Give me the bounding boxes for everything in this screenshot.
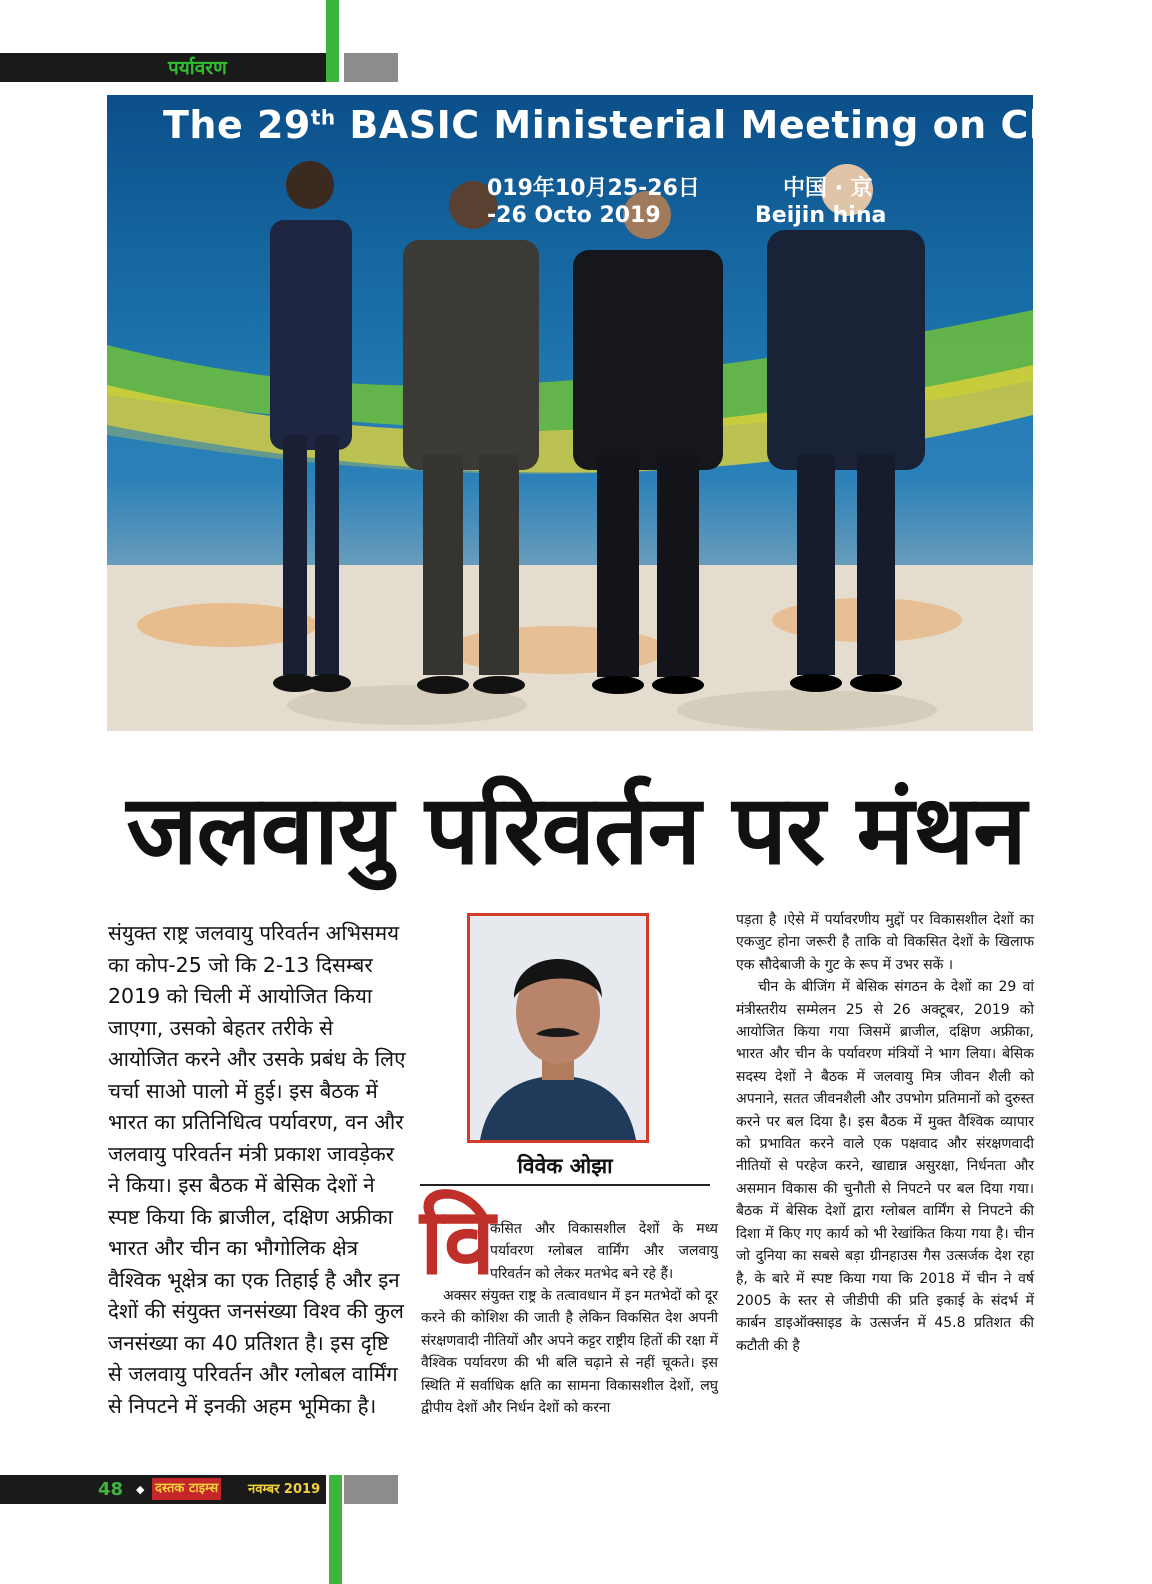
header-green-stripe: [326, 0, 339, 82]
author-portrait: [470, 916, 646, 1140]
main-photo: [107, 95, 1123, 731]
page-number: 48: [98, 1479, 124, 1500]
banner-date-en: -26 Octo 2019: [487, 203, 661, 228]
header-bar: [0, 53, 326, 82]
footer-green-stripe: [329, 1475, 342, 1584]
article-paragraph: चीन के बीजिंग में बेसिक संगठन के देशों का 29 वां मंत्रीस्तरीय सम्मेलन 25 से 26 अक्टूबर, 2019 को आयोजित किया गया जिसमें ब्राजील, दक्षिण अफ्रीका, भारत और चीन के पर्यावरण मंत्रियों ने भाग लिया। बेसिक सदस्य देशों ने बैठक में जलवायु मित्र जीवन शैली को अपनाने, सतत जीवनशैली और उपभोग प्रतिमानों को दुरुस्त करने पर बल दिया है। इस बैठक में मुक्त वैश्विक व्यापार को प्रभावित करने वाले एक पक्षवाद और संरक्षणवादी नीतियों से परहेज करने, खाद्यान्न असुरक्षा, निर्धनता और असमान विकास की चुनौती से निपटने पर बल दिया गया। बैठक में बेसिक देशों द्वारा ग्लोबल वार्मिंग से निपटने की दिशा में किए गए कार्य को भी रेखांकित किया गया है। चीन जो दुनिया का सबसे बड़ा ग्रीनहाउस गैस उत्सर्जक देश रहा है, के बारे में स्पष्ट किया गया कि 2018 में चीन ने वर्ष 2005 के स्तर से जीडीपी की प्रति इकाई के संदर्भ में कार्बन डाइऑक्साइड के उत्सर्जन में 45.8 प्रतिशत की कटौती की है: [736, 979, 1034, 1354]
header-gray-block: [344, 53, 398, 82]
banner-city-cn: 中国 · 京: [783, 176, 873, 201]
bullet-icon: ◆: [136, 1483, 145, 1496]
article-opening: कसित और विकासशील देशों के मध्य पर्यावरण ग्लोबल वार्मिंग और जलवायु परिवर्तन को लेकर मतभेद बने रहे हैं।: [490, 1221, 718, 1282]
author-name: विवेक ओझा: [517, 1154, 613, 1178]
banner-date-cn: 019年10月25-26日: [487, 176, 700, 201]
article-paragraph: पड़ता है ।ऐसे में पर्यावरणीय मुद्दों पर विकासशील देशों का एकजुट होना जरूरी है ताकि वो विकसित देशों के खिलाफ एक सौदेबाजी के गुट के रूप में उभर सकें ।: [736, 912, 1034, 973]
article-paragraph: अक्सर संयुक्त राष्ट्र के तत्वावधान में इन मतभेदों को दूर करने की कोशिश की जाती है लेकिन विकसित देश अपनी संरक्षणवादी नीतियों और अपने कट्टर राष्ट्रीय हितों की रक्षा में वैश्विक पर्यावरण की भी बलि चढ़ाने से नहीं चूकते। इस स्थिति में सर्वाधिक क्षति का सामना विकासशील देशों, लघु द्वीपीय देशों और निर्धन देशों को करना: [421, 1288, 718, 1417]
author-divider: [420, 1184, 710, 1186]
banner-title: The 29th BASIC Ministerial Meeting on Clima: [163, 103, 1123, 147]
section-label: पर्यावरण: [168, 57, 227, 79]
headline: जलवायु परिवर्तन पर मंथन: [126, 774, 1026, 886]
magazine-logo: दस्तक टाइम्स: [152, 1478, 221, 1500]
banner-city-en: Beijin hina: [755, 203, 887, 228]
lead-paragraph: संयुक्त राष्ट्र जलवायु परिवर्तन अभिसमय का कोप-25 जो कि 2-13 दिसम्बर 2019 को चिली में आयोजित किया जाएगा, उसको बेहतर तरीके से आयोजित करने और उसके प्रबंध के लिए चर्चा साओ पालो में हुई। इस बैठक में भारत का प्रतिनिधित्व पर्यावरण, वन और जलवायु परिवर्तन मंत्री प्रकाश जावड़ेकर ने किया। इस बैठक में बेसिक देशों ने स्पष्ट किया कि ब्राजील, दक्षिण अफ्रीका भारत और चीन का भौगोलिक क्षेत्र वैश्विक भूक्षेत्र का एक तिहाई है और इन देशों की संयुक्त जनसंख्या विश्व की कुल जनसंख्या का 40 प्रतिशत है। इस दृष्टि से जलवायु परिवर्तन और ग्लोबल वार्मिंग से निपटने में इनकी अहम भूमिका है।: [108, 921, 406, 1418]
footer-gray-block: [344, 1475, 398, 1504]
article-body-middle: [421, 1285, 718, 1419]
author-photo: [467, 913, 649, 1143]
article-body-right: [736, 909, 1034, 1357]
issue-date: नवम्बर 2019: [248, 1482, 321, 1497]
drop-cap: वि: [420, 1188, 495, 1295]
